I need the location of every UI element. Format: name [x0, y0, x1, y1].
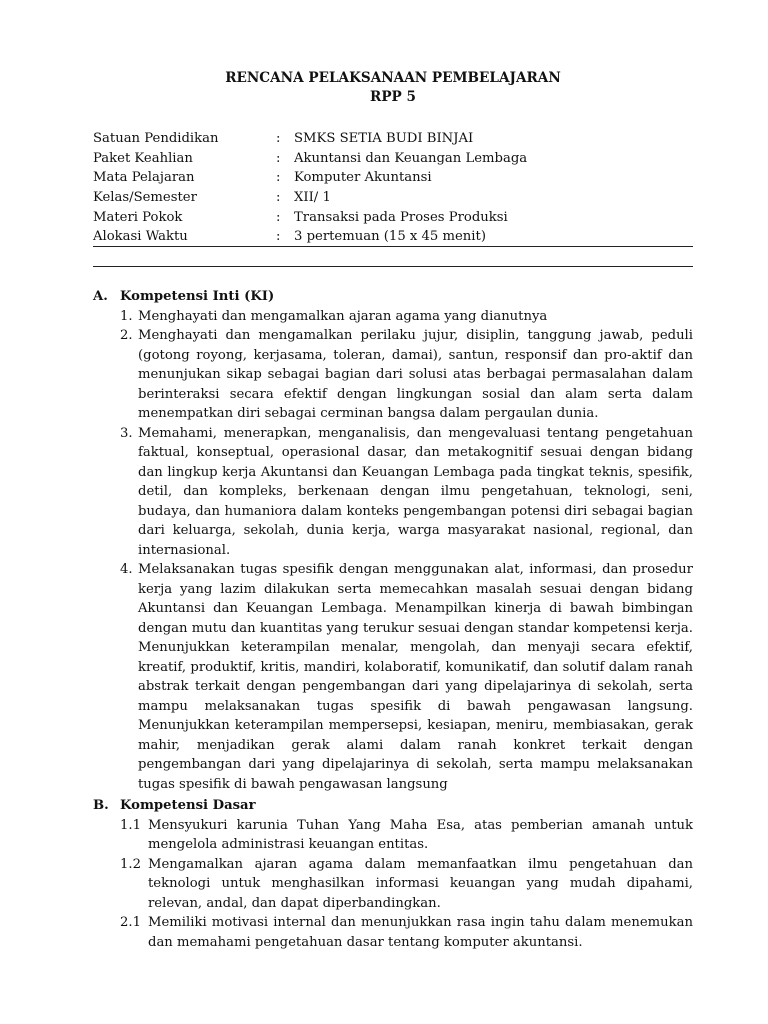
- list-item: [93, 326, 693, 424]
- list-item: [93, 560, 693, 794]
- item-number: 2.1: [120, 915, 141, 930]
- identity-label: Alokasi Waktu: [93, 229, 188, 245]
- item-text: Menghayati dan mengamalkan ajaran agama yang dianutnya: [138, 308, 548, 324]
- identity-row: [93, 129, 693, 149]
- identity-value: Transaksi pada Proses Produksi: [294, 209, 508, 225]
- list-item: [93, 855, 693, 914]
- identity-row: [93, 149, 693, 169]
- identity-label: Mata Pelajaran: [93, 170, 195, 186]
- identity-row: [93, 227, 693, 247]
- identity-colon: :: [276, 229, 281, 245]
- item-text: Melaksanakan tugas spesifik dengan menggunakan alat, informasi, dan prosedur kerja yang lazim dilakukan serta memecahkan masalah sesuai dengan bidang Akuntansi dan Keuangan Lembaga. Menampilkan kinerja di bawah bimbingan dengan mutu dan kuantitas yang terukur sesuai dengan standar kompetensi kerja. Menunjukkan keterampilan menalar, mengolah, dan menyaji secara efektif, kreatif, produktif, kritis, mandiri, kolaboratif, komunikatif, dan solutif dalam ranah abstrak terkait dengan pengembangan dari yang dipelajarinya di sekolah, serta mampu melaksanakan tugas spesifik di bawah pengawasan langsung. Menunjukkan keterampilan mempersepsi, kesiapan, meniru, membiasakan, gerak mahir, menjadikan gerak alami dalam ranah konkret terkait dengan pengembangan dari yang dipelajarinya di sekolah, serta mampu melaksanakan tugas spesifik di bawah pengawasan langsung: [138, 562, 693, 792]
- list-item: [93, 816, 693, 855]
- identity-value: XII/ 1: [294, 190, 331, 206]
- identity-table: [93, 129, 693, 247]
- section-title: Kompetensi Inti (KI): [120, 289, 275, 304]
- document-title: RENCANA PELAKSANAAN PEMBELAJARAN: [225, 70, 561, 86]
- identity-colon: :: [276, 131, 281, 146]
- identity-colon: :: [276, 190, 281, 206]
- identity-row: [93, 188, 693, 208]
- section-letter: A.: [93, 289, 108, 304]
- section-heading: [93, 287, 693, 307]
- section-kompetensi-dasar: [93, 796, 693, 952]
- identity-row: [93, 168, 693, 188]
- list-item: [93, 424, 693, 561]
- item-number: 2.: [120, 328, 133, 343]
- item-number: 1.: [120, 308, 133, 324]
- list-item: [93, 913, 693, 952]
- item-number: 4.: [120, 562, 133, 577]
- identity-value: Akuntansi dan Keuangan Lembaga: [294, 150, 528, 166]
- item-text: Memahami, menerapkan, menganalisis, dan mengevaluasi tentang pengetahuan faktual, konseptual, operasional dasar, dan metakognitif sesuai dengan bidang dan lingkup kerja Akuntansi dan Keuangan Lembaga pada tingkat teknis, spesifik, detil, dan kompleks, berkenaan dengan ilmu pengetahuan, teknologi, seni, budaya, dan humaniora dalam konteks pengembangan potensi diri sebagai bagian dari keluarga, sekolah, dunia kerja, warga masyarakat nasional, regional, dan internasional.: [138, 425, 693, 558]
- identity-row: [93, 208, 693, 228]
- section-letter: B.: [93, 798, 109, 813]
- item-text: Memiliki motivasi internal dan menunjukkan rasa ingin tahu dalam menemukan dan memahami pengetahuan dasar tentang komputer akuntansi.: [148, 915, 693, 950]
- item-number: 1.1: [120, 817, 141, 833]
- identity-label: Materi Pokok: [93, 209, 183, 225]
- identity-label: Satuan Pendidikan: [93, 131, 219, 146]
- section-heading: [93, 796, 693, 816]
- list-item: [93, 307, 693, 327]
- document-subtitle: RPP 5: [370, 89, 416, 105]
- identity-value: SMKS SETIA BUDI BINJAI: [294, 131, 474, 146]
- divider-line: [93, 266, 693, 267]
- item-text: Mengamalkan ajaran agama dalam memanfaatkan ilmu pengetahuan dan teknologi untuk menghasilkan informasi keuangan yang mudah dipahami, relevan, andal, dan dapat diperbandingkan.: [148, 856, 693, 911]
- identity-value: Komputer Akuntansi: [294, 170, 432, 186]
- identity-colon: :: [276, 170, 281, 186]
- item-number: 1.2: [120, 856, 141, 872]
- item-text: Mensyukuri karunia Tuhan Yang Maha Esa, atas pemberian amanah untuk mengelola administrasi keuangan entitas.: [148, 817, 693, 852]
- item-number: 3.: [120, 425, 133, 441]
- identity-colon: :: [276, 150, 281, 166]
- identity-colon: :: [276, 209, 281, 225]
- identity-label: Kelas/Semester: [93, 190, 197, 206]
- section-title: Kompetensi Dasar: [120, 798, 256, 813]
- identity-label: Paket Keahlian: [93, 150, 193, 166]
- divider-line: [93, 246, 693, 247]
- section-kompetensi-inti: [93, 287, 693, 794]
- identity-value: 3 pertemuan (15 x 45 menit): [294, 229, 486, 245]
- item-text: Menghayati dan mengamalkan perilaku jujur, disiplin, tanggung jawab, peduli (gotong royong, kerjasama, toleran, damai), santun, responsif dan pro-aktif dan menunjukan sikap sebagai bagian dari solusi atas berbagai permasalahan dalam berinteraksi secara efektif dengan lingkungan sosial dan alam serta dalam menempatkan diri sebagai cerminan bangsa dalam pergaulan dunia.: [138, 328, 693, 421]
